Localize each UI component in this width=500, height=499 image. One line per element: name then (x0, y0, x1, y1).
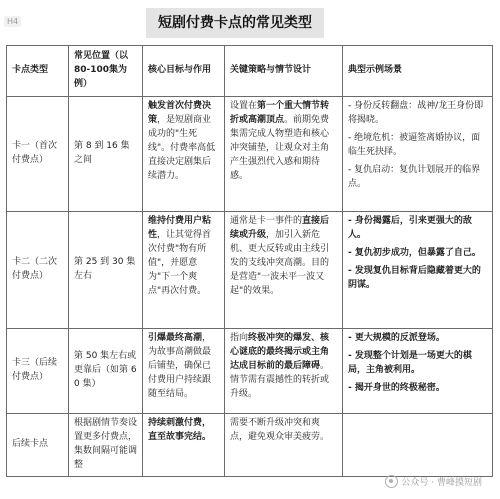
heading-level-tag: H4 (4, 16, 21, 27)
example-item: - 身份反转翻盘：战神/龙王身份即将揭晓。 (348, 101, 484, 125)
example-item: - 揭开身世的终极秘密。 (348, 382, 445, 393)
strategy-lead: 通常是卡一事件的 (230, 216, 303, 226)
position-cell: 第 25 到 30 集左右 (69, 212, 143, 329)
strategy-cell (225, 97, 343, 212)
strategy-lead: 需要不断升级冲突和爽点，避免观众审美疲劳。 (230, 418, 330, 442)
watermark (385, 475, 482, 488)
example-item: - 复仇初步成功，但暴露了自己。 (348, 247, 481, 258)
header-cell: 卡点类型 (7, 46, 69, 97)
example-item: - 更大规模的反派登场。 (348, 333, 445, 343)
table-row (7, 414, 493, 477)
example-cell (343, 329, 493, 414)
strategy-lead: 设置在 (230, 101, 258, 111)
type-cell: 后续卡点 (7, 414, 69, 477)
page-title: 短剧付费卡点的常见类型 (146, 8, 324, 38)
goal-emphasis: 持续刺激付费，直至故事完结。 (148, 418, 212, 442)
example-item: - 身份揭露后，引来更强大的敌人。 (348, 216, 472, 240)
goal-emphasis: 引爆最终高潮 (148, 333, 203, 343)
example-cell (343, 97, 493, 212)
example-item: - 发现整个计划是一场更大的棋局，主角被利用。 (348, 350, 472, 375)
goal-emphasis: 触发首次付费决策 (148, 101, 212, 125)
goal-cell (143, 97, 225, 212)
example-cell (343, 414, 493, 477)
type-cell: 卡三（后续付费点） (7, 329, 69, 414)
strategy-cell (225, 329, 343, 414)
strategy-text: 。情节需有震撼性的转折或升级。 (230, 360, 330, 399)
strategy-emphasis: 直接后续或升级 (230, 216, 330, 240)
strategy-text: 。前期免费集需完成人物塑造和核心冲突铺垫，让观众对主角产生强烈代入感和期待感。 (230, 114, 330, 181)
header-cell: 核心目标与作用 (143, 46, 225, 97)
goal-text: ，为故事高潮做最后铺垫，确保已付费用户持续跟随至结局。 (148, 333, 212, 399)
goal-cell (143, 212, 225, 329)
header-cell: 典型示例场景 (343, 46, 493, 97)
title-bar (0, 0, 500, 40)
position-cell: 根据剧情节奏设置更多付费点，集数间隔可能调整 (69, 414, 143, 477)
example-item: - 绝境危机：被逼签离婚协议，面临生死抉择。 (348, 132, 481, 157)
goal-emphasis: 维持付费用户粘性 (148, 216, 212, 240)
table-row (7, 329, 493, 414)
strategy-cell (225, 212, 343, 329)
example-cell (343, 212, 493, 329)
goal-cell (143, 329, 225, 414)
goal-text: ，是短剧商业成功的"生死线"。付费率高低直接决定剧集后续潜力。 (148, 114, 216, 181)
strategy-lead: 指向 (230, 333, 249, 343)
table-row (7, 97, 493, 212)
strategy-emphasis: 终极冲突的爆发、核心谜底的最终揭示或主角达成目标前的最后障碍 (230, 333, 330, 371)
strategy-emphasis: 第一个重大情节转折或高潮顶点 (230, 101, 330, 125)
position-cell: 第 50 集左右或更靠后（如第 60 集） (69, 329, 143, 414)
goal-cell (143, 414, 225, 477)
example-item: - 发现复仇目标背后隐藏着更大的阴谋。 (348, 265, 481, 290)
strategy-text: ，加引入新危机、更大反转或由主线引发的支线冲突高潮。目的是营造"一波未平一波又起"的效果。 (230, 229, 330, 296)
header-cell: 常见位置（以 80-100集为例） (69, 46, 143, 97)
position-cell: 第 8 到 16 集之间 (69, 97, 143, 212)
header-cell: 关键策略与情节设计 (225, 46, 343, 97)
table-row (7, 212, 493, 329)
watermark-text: 公众号 · 曹峰摸短剧 (401, 478, 482, 488)
strategy-cell (225, 414, 343, 477)
goal-text: ，让其觉得首次付费"物有所值"，并愿意为"下一个爽点"再次付费。 (148, 229, 212, 296)
type-cell: 卡二（二次付费点） (7, 212, 69, 329)
wechat-official-account-icon (385, 475, 398, 488)
example-item: - 复仇启动：复仇计划展开的临界点。 (348, 164, 481, 189)
table-header-row (7, 46, 493, 97)
paywall-types-table (6, 45, 493, 477)
type-cell: 卡一（首次付费点） (7, 97, 69, 212)
